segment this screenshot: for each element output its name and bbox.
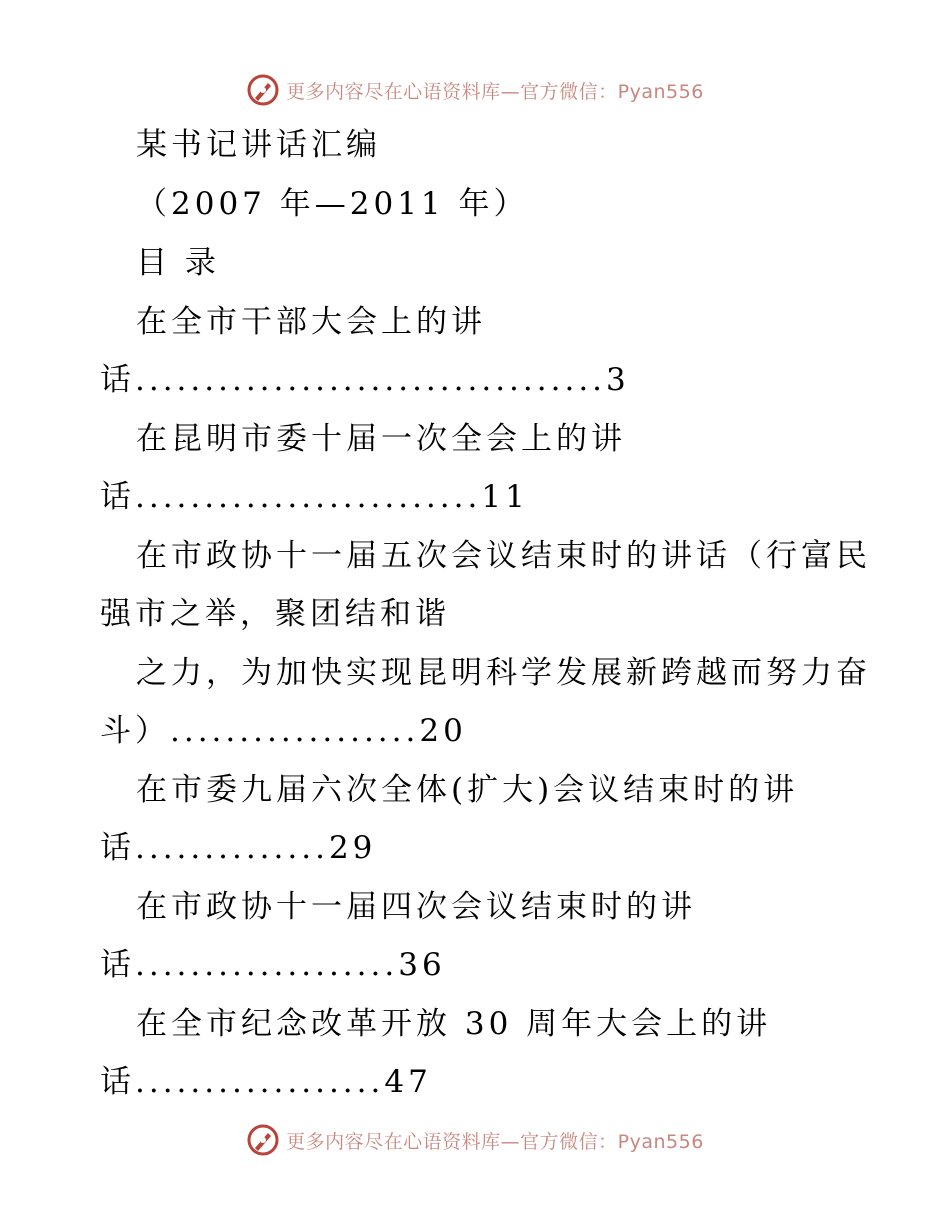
pen-circle-logo-icon xyxy=(246,73,280,107)
header-watermark-text: 更多内容尽在心语资料库—官方微信：Pyan556 xyxy=(286,80,704,103)
pen-circle-logo-icon xyxy=(246,1123,280,1157)
toc-entry-3-title: 在市政协十一届五次会议结束时的讲话（行富民 xyxy=(136,538,871,574)
header-watermark-banner xyxy=(0,68,950,112)
toc-entry-3-page: 斗）..................20 xyxy=(100,713,467,749)
toc-entry-3-title-cont2: 之力，为加快实现昆明科学发展新跨越而努力奋 xyxy=(136,655,871,691)
footer-watermark-banner xyxy=(0,1118,950,1162)
toc-entry-5-page: 话...................36 xyxy=(100,947,446,983)
document-years: （2007 年—2011 年） xyxy=(136,186,529,222)
toc-entry-4-page: 话..............29 xyxy=(100,830,377,866)
toc-entry-2-page: 话.........................11 xyxy=(100,479,529,515)
toc-entry-1-title: 在全市干部大会上的讲 xyxy=(136,304,486,340)
toc-entry-6-title: 在全市纪念改革开放 30 周年大会上的讲 xyxy=(136,1006,772,1042)
document-title: 某书记讲话汇编 xyxy=(136,127,381,163)
toc-entry-3-title-cont: 强市之举，聚团结和谐 xyxy=(100,596,450,632)
toc-heading: 目 录 xyxy=(136,245,220,281)
toc-entry-6-page: 话..................47 xyxy=(100,1064,432,1100)
footer-watermark-text: 更多内容尽在心语资料库—官方微信：Pyan556 xyxy=(286,1130,704,1153)
toc-entry-1-page: 话..................................3 xyxy=(100,362,630,398)
toc-entry-5-title: 在市政协十一届四次会议结束时的讲 xyxy=(136,889,696,925)
toc-entry-2-title: 在昆明市委十届一次全会上的讲 xyxy=(136,421,626,457)
toc-entry-4-title: 在市委九届六次全体(扩大)会议结束时的讲 xyxy=(136,772,799,808)
